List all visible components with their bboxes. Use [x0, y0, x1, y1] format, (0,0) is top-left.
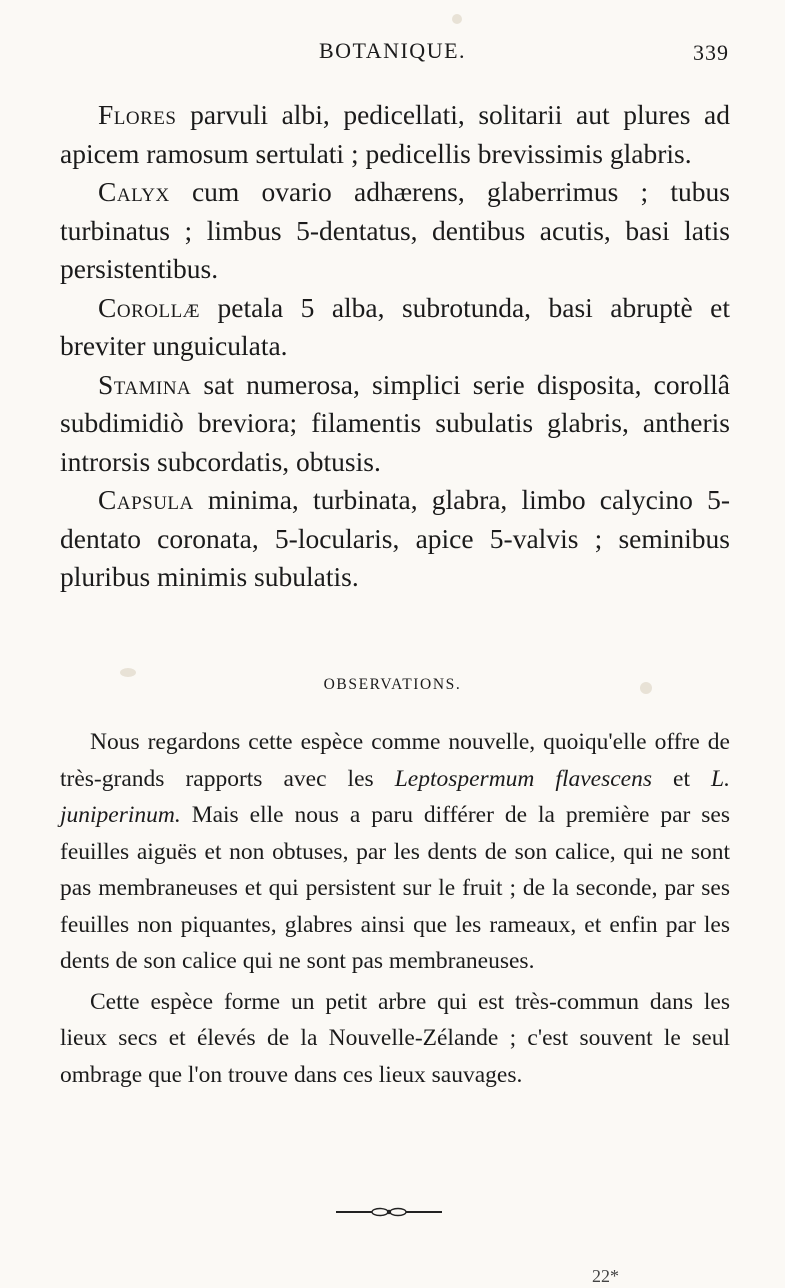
paper-speck	[452, 14, 462, 24]
signature-mark: 22*	[592, 1266, 619, 1286]
observations-heading: OBSERVATIONS.	[323, 676, 462, 693]
observations-paragraph-2: Cette espèce forme un petit arbre qui est très-commun dans les lieux secs et élevés de la Nouvelle-Zélande ; c'est souvent le seul ombrage que l'on trouve dans ces lieux sauvages.	[60, 988, 730, 1088]
fleuron-ornament	[334, 1205, 444, 1219]
corollae-term: Corollæ	[98, 291, 201, 323]
stamina-paragraph	[60, 366, 730, 482]
obs-text-a: Nous regardons cette espèce comme nouvelle, quoiqu'elle offre de très-grands rapports avec les	[60, 729, 730, 792]
calyx-paragraph	[60, 173, 730, 289]
flores-text: parvuli albi, pedicellati, solitarii aut plures ad apicem ramosum sertulati ; pedicellis brevissimis glabris.	[60, 99, 730, 169]
capsula-paragraph	[60, 481, 730, 597]
flores-term: Flores	[98, 99, 177, 130]
capsula-term: Capsula	[98, 484, 194, 515]
calyx-term: Calyx	[98, 176, 170, 207]
corollae-paragraph	[60, 289, 730, 366]
species-name-juniperinum: L. juniperinum.	[60, 765, 730, 828]
page-number: 339	[693, 40, 729, 65]
stamina-text: sat numerosa, simplici serie disposita, corollâ subdimidiò breviora; filamentis subulatis glabris, antheris introrsis subcordatis, obtusis.	[60, 368, 730, 477]
obs-text-c: Mais elle nous a paru différer de la première par ses feuilles aiguës et non obtuses, par les dents de son calice, qui ne sont pas membraneuses et qui persistent sur le fruit ; de la seconde, par ses feuilles non piquantes, glabres ainsi que les rameaux, et enfin par les dents de son calice qui ne sont pas membraneuses.	[60, 802, 730, 974]
calyx-text: cum ovario adhærens, glaberrimus ; tubus turbinatus ; limbus 5-dentatus, dentibus acutis, basi latis persistentibus.	[60, 176, 730, 284]
stamina-term: Stamina	[98, 368, 192, 400]
flores-paragraph	[60, 96, 730, 173]
running-head	[0, 38, 785, 68]
corollae-text: petala 5 alba, subrotunda, basi abruptè et breviter unguiculata.	[60, 291, 730, 361]
species-name-flavescens: Leptospermum flavescens	[394, 765, 653, 792]
running-title: BOTANIQUE.	[318, 38, 467, 63]
obs-text-b: et	[652, 765, 712, 792]
observations-paragraph-1	[60, 724, 730, 980]
capsula-text: minima, turbinata, glabra, limbo calycino 5-dentato coronata, 5-locularis, apice 5-valvis ; seminibus pluribus minimis subulatis.	[60, 484, 730, 592]
observations-text	[60, 724, 730, 1093]
latin-description	[60, 96, 730, 597]
